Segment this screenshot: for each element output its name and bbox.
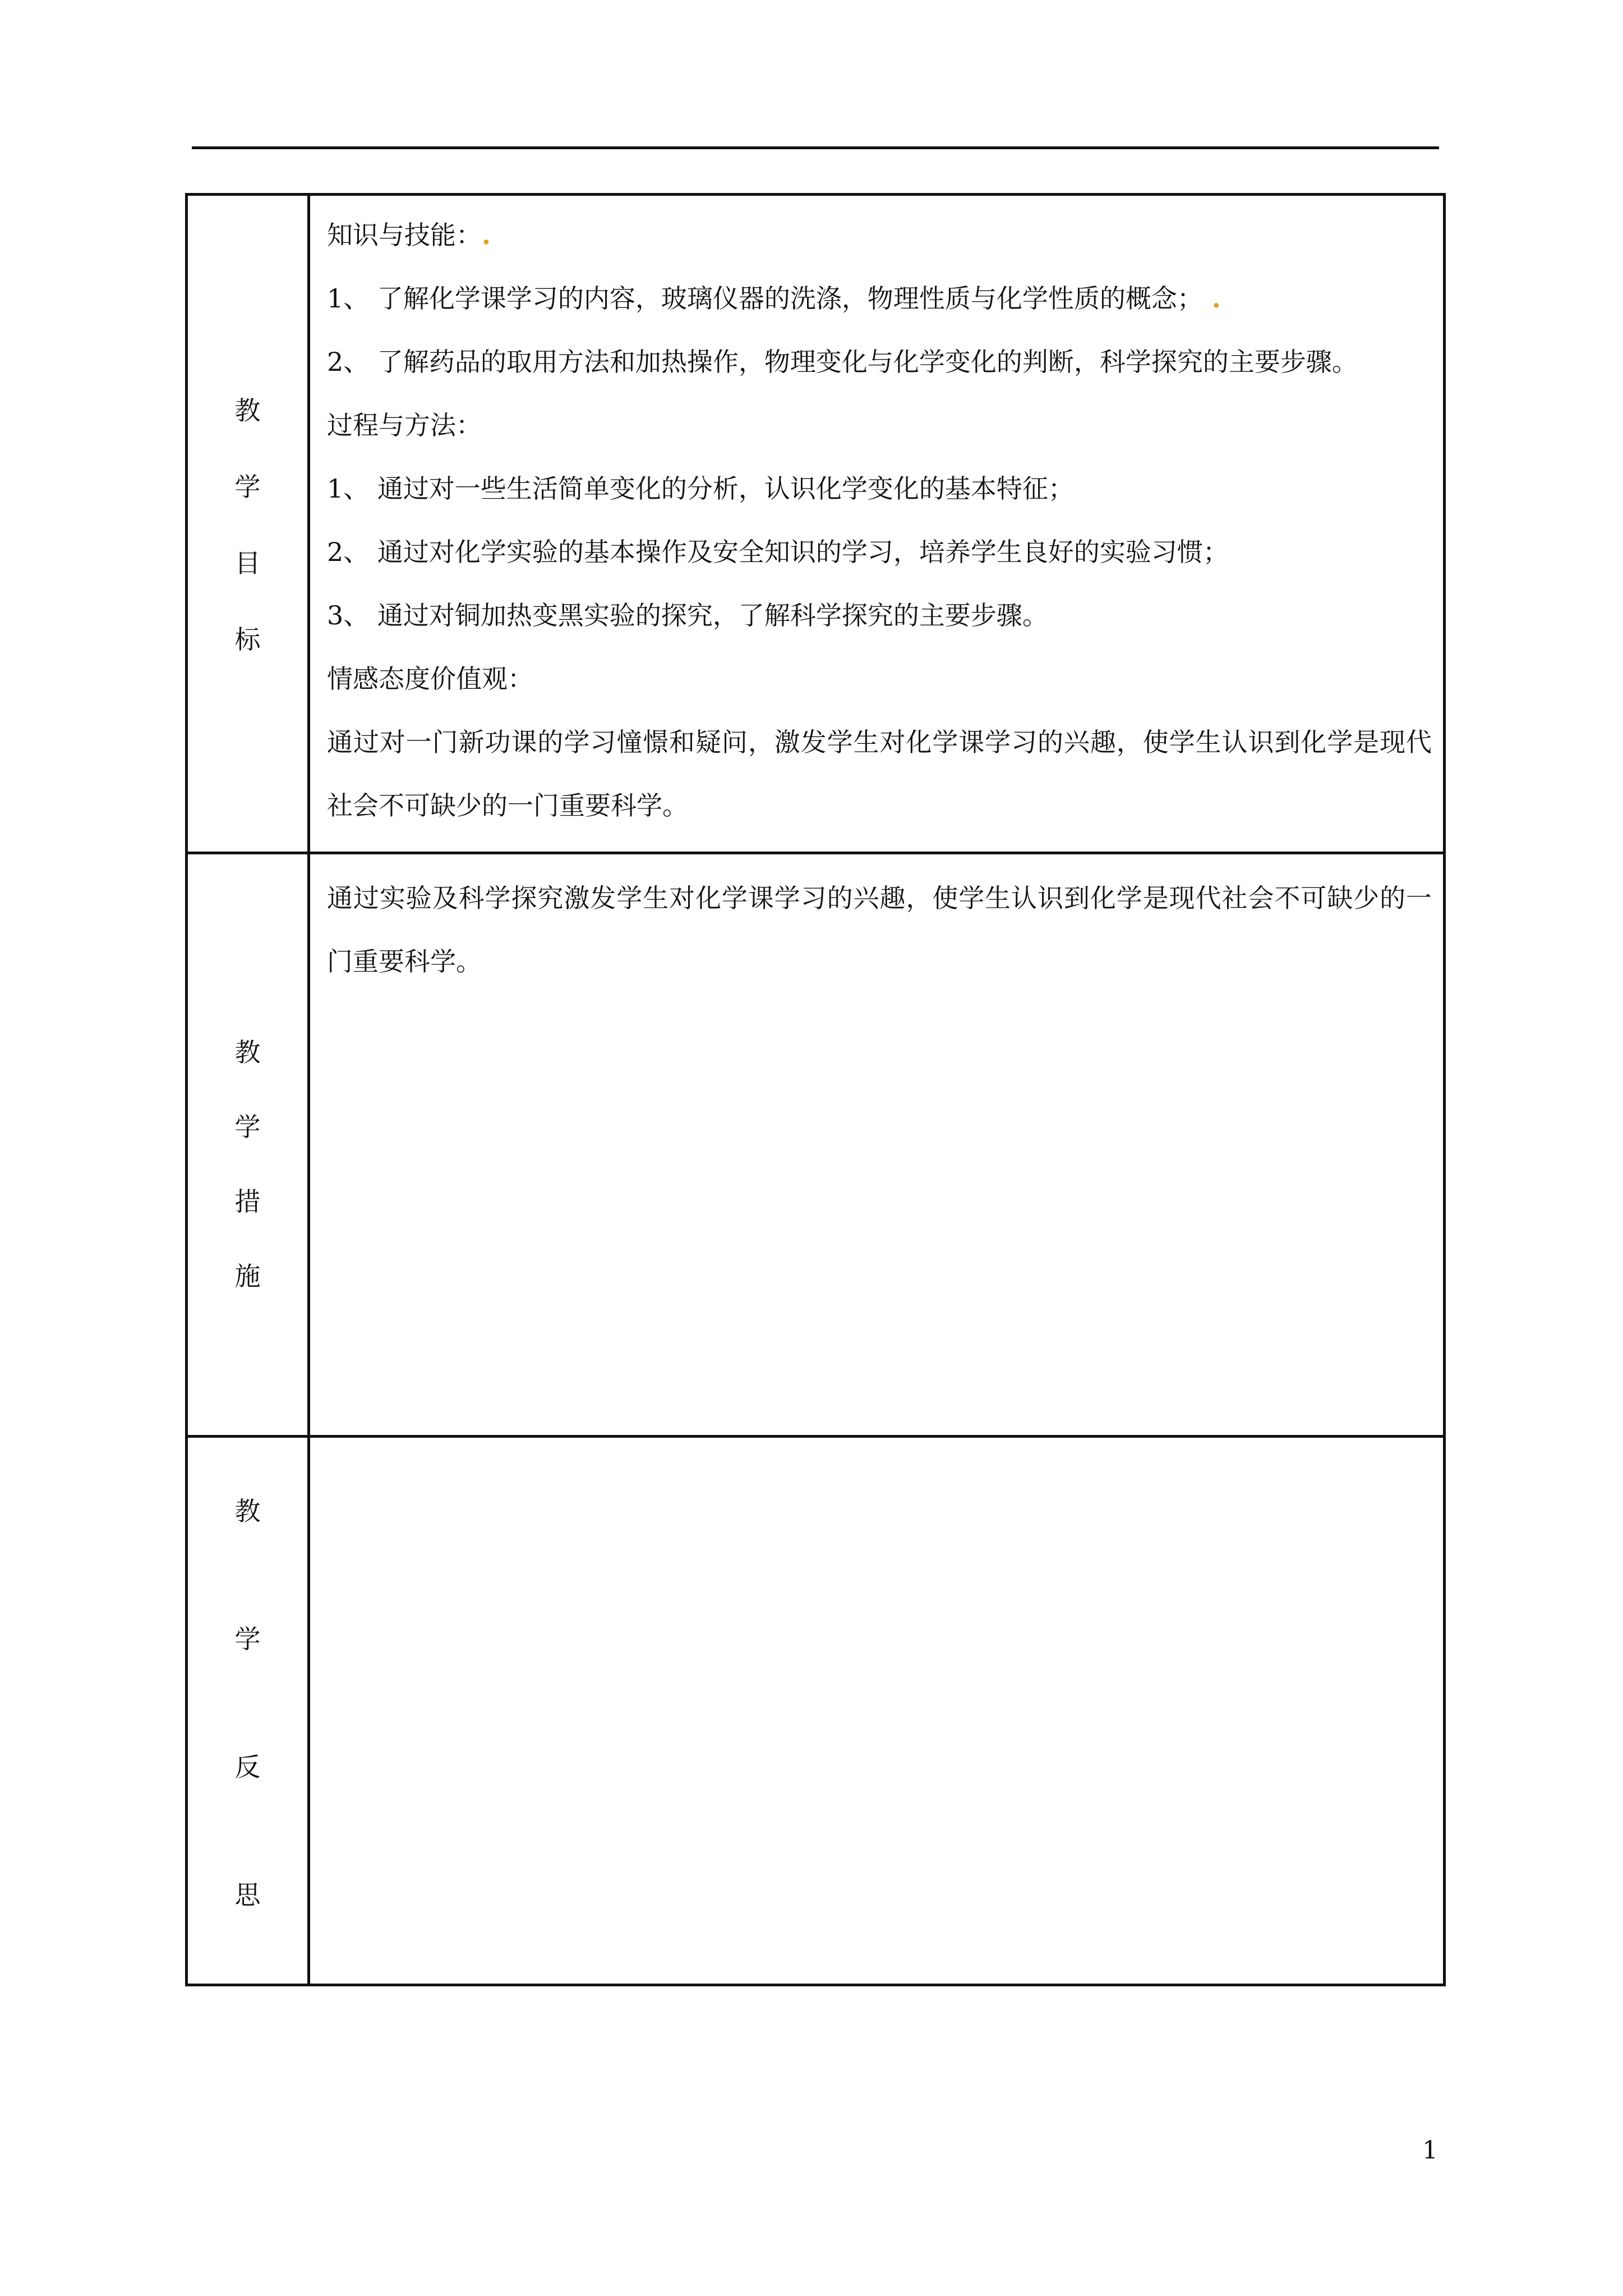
knowledge-skills-heading: 知识与技能：. xyxy=(327,220,491,250)
teaching-measures-label-cell xyxy=(188,854,310,1435)
teaching-reflection-row xyxy=(188,1435,1443,1984)
teaching-measures-label xyxy=(188,1039,307,1289)
teaching-measures-row xyxy=(188,852,1443,1435)
label-char: 施 xyxy=(234,1261,261,1291)
page-number: 1 xyxy=(1422,2136,1438,2165)
label-char: 学 xyxy=(234,472,261,502)
teaching-goals-row xyxy=(188,196,1443,852)
label-char: 教 xyxy=(234,1496,261,1526)
teaching-goals-label-cell xyxy=(188,196,310,852)
label-char: 目 xyxy=(234,548,261,578)
label-char: 反 xyxy=(234,1752,261,1782)
orange-mark: . xyxy=(482,220,491,250)
lesson-plan-table xyxy=(185,193,1446,1986)
label-char: 学 xyxy=(234,1624,261,1654)
measures-paragraph: 通过实验及科学探究激发学生对化学课学习的兴趣，使学生认识到化学是现代社会不可缺少的一门重要科学。 xyxy=(327,883,1432,977)
goal-line: 2、 通过对化学实验的基本操作及安全知识的学习，培养学生良好的实验习惯； xyxy=(327,537,1229,567)
label-char: 标 xyxy=(234,624,261,655)
label-char: 教 xyxy=(234,395,261,426)
label-char: 思 xyxy=(234,1880,261,1910)
teaching-goals-label xyxy=(188,395,307,655)
goal-paragraph: 通过对一门新功课的学习憧憬和疑问，激发学生对化学课学习的兴趣，使学生认识到化学是现代社会不可缺少的一门重要科学。 xyxy=(327,727,1432,821)
orange-mark: . xyxy=(1202,283,1221,314)
teaching-goals-content xyxy=(310,196,1443,852)
attitude-values-heading: 情感态度价值观： xyxy=(327,664,533,694)
goal-line: 3、 通过对铜加热变黑实验的探究，了解科学探究的主要步骤。 xyxy=(327,600,1048,631)
goal-line: 1、 通过对一些生活简单变化的分析，认识化学变化的基本特征； xyxy=(327,473,1074,504)
header-rule xyxy=(192,146,1439,149)
teaching-reflection-label-cell xyxy=(188,1438,310,1984)
teaching-reflection-content xyxy=(310,1438,1443,1984)
process-methods-heading: 过程与方法： xyxy=(327,410,482,440)
teaching-measures-content xyxy=(310,854,1443,1435)
goal-line: 1、 了解化学课学习的内容，玻璃仪器的洗涤，物理性质与化学性质的概念； . xyxy=(327,283,1221,314)
label-char: 教 xyxy=(234,1037,261,1068)
label-char: 措 xyxy=(234,1186,261,1217)
teaching-reflection-label xyxy=(188,1498,307,1908)
label-char: 学 xyxy=(234,1112,261,1142)
goal-line: 2、 了解药品的取用方法和加热操作，物理变化与化学变化的判断，科学探究的主要步骤。 xyxy=(327,347,1358,377)
